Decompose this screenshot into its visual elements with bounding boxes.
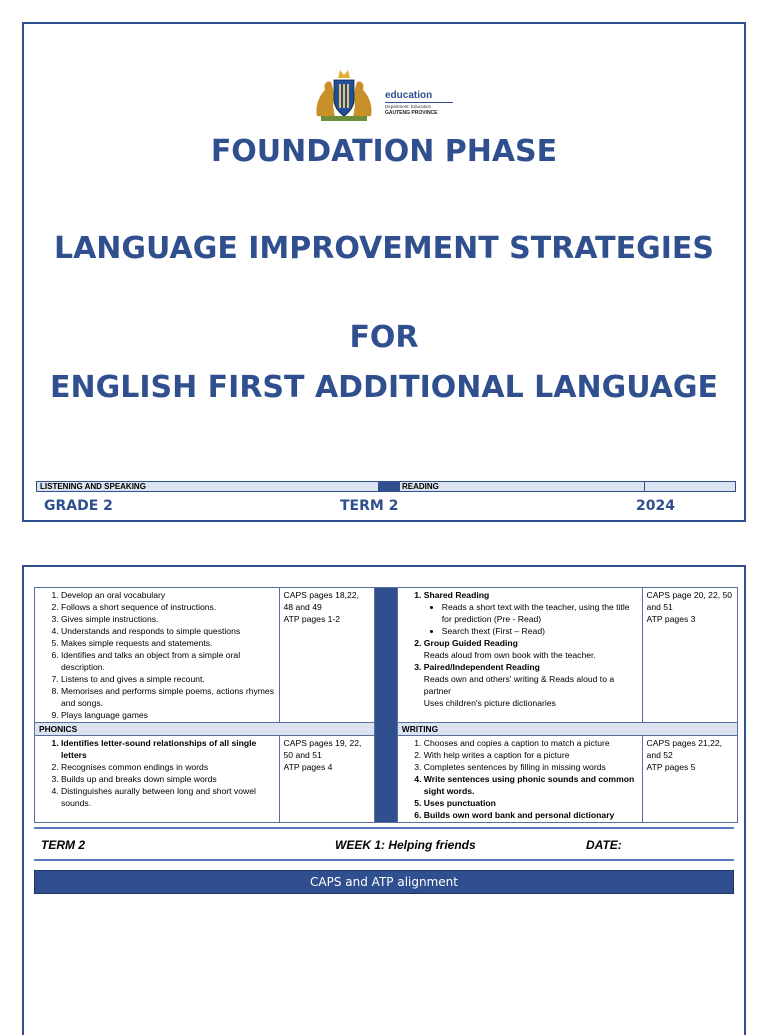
- writing-header: WRITING: [397, 723, 737, 736]
- reading-list-2: [402, 637, 638, 649]
- section-strip: [36, 481, 736, 492]
- atp-page: [22, 565, 746, 1035]
- listening-refs-cell: [279, 588, 374, 723]
- phonics-cell: [35, 736, 280, 823]
- phase-title: FOUNDATION PHASE: [210, 134, 558, 169]
- reading-cell: [397, 588, 642, 723]
- writing-refs-cell: [642, 736, 737, 823]
- logo-province-text: GAUTENG PROVINCE: [385, 110, 438, 116]
- strip-reading-label: READING: [402, 482, 439, 491]
- for-title: FOR: [349, 320, 419, 355]
- caps-atp-alignment-bar: CAPS and ATP alignment: [34, 870, 734, 894]
- reading-list-3: [402, 661, 638, 673]
- shared-reading-bullets: [402, 601, 638, 637]
- phonics-item-4: 4. Distinguishes aurally between long and short vowel sounds.: [61, 785, 275, 809]
- reading-list: [402, 589, 638, 601]
- phonics-item-3: 3. Builds up and breaks down simple words: [61, 773, 275, 785]
- listening-atp: ATP pages 1-2: [283, 614, 341, 624]
- writing-item-1: 1. Chooses and copies a caption to match a picture: [424, 737, 638, 749]
- reading-refs-cell: [642, 588, 737, 723]
- shared-bullet-1: • Reads a short text with the teacher, using the title for prediction (Pre - Read): [442, 601, 638, 625]
- listening-item-4: 4. Understands and responds to simple questions: [61, 625, 275, 637]
- grade-label: GRADE 2: [44, 498, 113, 514]
- paired-reading-title: 3. Paired/Independent Reading: [424, 661, 638, 673]
- listening-item-1: 1. Develop an oral vocabulary: [61, 589, 275, 601]
- reading-caps: CAPS page 20, 22, 50 and 51: [646, 590, 733, 612]
- writing-caps: CAPS pages 21,22, and 52: [646, 738, 723, 760]
- date-label: DATE:: [586, 838, 622, 852]
- paired-reading-text-2: Uses children's picture dictionaries: [423, 698, 556, 708]
- phonics-item-2: 2. Recognises common endings in words: [61, 761, 275, 773]
- writing-atp: ATP pages 5: [646, 762, 696, 772]
- writing-cell: [397, 736, 642, 823]
- paired-reading-text-1: Reads own and others' writing & Reads aloud to a partner: [423, 674, 615, 696]
- writing-item-4: 4. Write sentences using phonic sounds and common sight words.: [424, 773, 638, 797]
- group-reading-text: Reads aloud from own book with the teacher.: [423, 650, 596, 660]
- phonics-item-1: 1. Identifies letter-sound relationships of all single letters: [61, 737, 275, 761]
- strip-separator: [378, 482, 400, 491]
- strategies-title: LANGUAGE IMPROVEMENT STRATEGIES: [53, 231, 715, 266]
- cover-page: [22, 22, 746, 522]
- year-label: 2024: [636, 498, 675, 514]
- logo-education-text: education: [385, 90, 433, 101]
- phonics-atp: ATP pages 4: [283, 762, 333, 772]
- writing-item-2: 2. With help writes a caption for a picture: [424, 749, 638, 761]
- listening-item-9: 9. Plays language games: [61, 709, 275, 721]
- listening-item-3: 3. Gives simple instructions.: [61, 613, 275, 625]
- phonics-list: [39, 737, 275, 809]
- shared-bullet-2: • Search thext (First – Read): [442, 625, 638, 637]
- listening-list: [39, 589, 275, 721]
- strip-listening-label: LISTENING AND SPEAKING: [40, 482, 146, 491]
- listening-item-6: 6. Identifies and talks an object from a simple oral description.: [61, 649, 275, 673]
- listening-item-8: 8. Memorises and performs simple poems, actions rhymes and songs.: [61, 685, 275, 709]
- writing-list: [402, 737, 638, 821]
- term-label: TERM 2: [340, 498, 399, 514]
- strip-divider: [644, 482, 645, 491]
- subject-title: ENGLISH FIRST ADDITIONAL LANGUAGE: [50, 370, 718, 405]
- listening-item-5: 5. Makes simple requests and statements.: [61, 637, 275, 649]
- listening-cell: [35, 588, 280, 723]
- atp-table: [34, 587, 738, 823]
- gauteng-education-logo: [313, 66, 463, 124]
- week-term-label: TERM 2: [41, 838, 86, 852]
- writing-item-5: 5. Uses punctuation: [424, 797, 638, 809]
- listening-caps: CAPS pages 18,22, 48 and 49: [283, 590, 360, 612]
- phonics-header: PHONICS: [35, 723, 375, 736]
- week-title: WEEK 1: Helping friends: [335, 838, 476, 852]
- phonics-caps: CAPS pages 19, 22, 50 and 51: [283, 738, 362, 760]
- phonics-refs-cell: [279, 736, 374, 823]
- coat-of-arms-icon: [313, 66, 375, 124]
- reading-atp: ATP pages 3: [646, 614, 696, 624]
- logo-dept-text: Department: Education: [385, 104, 432, 109]
- column-separator: [374, 588, 397, 823]
- listening-item-2: 2. Follows a short sequence of instructions.: [61, 601, 275, 613]
- table-row: [35, 588, 738, 723]
- writing-item-3: 3. Completes sentences by filling in missing words: [424, 761, 638, 773]
- listening-item-7: 7. Listens to and gives a simple recount.: [61, 673, 275, 685]
- writing-item-6: 6. Builds own word bank and personal dictionary: [424, 809, 638, 821]
- top-rule: [34, 827, 734, 829]
- logo-divider: [385, 102, 453, 103]
- bottom-rule: [34, 859, 734, 861]
- shared-reading-title: 1. Shared Reading: [424, 589, 638, 601]
- group-reading-title: 2. Group Guided Reading: [424, 637, 638, 649]
